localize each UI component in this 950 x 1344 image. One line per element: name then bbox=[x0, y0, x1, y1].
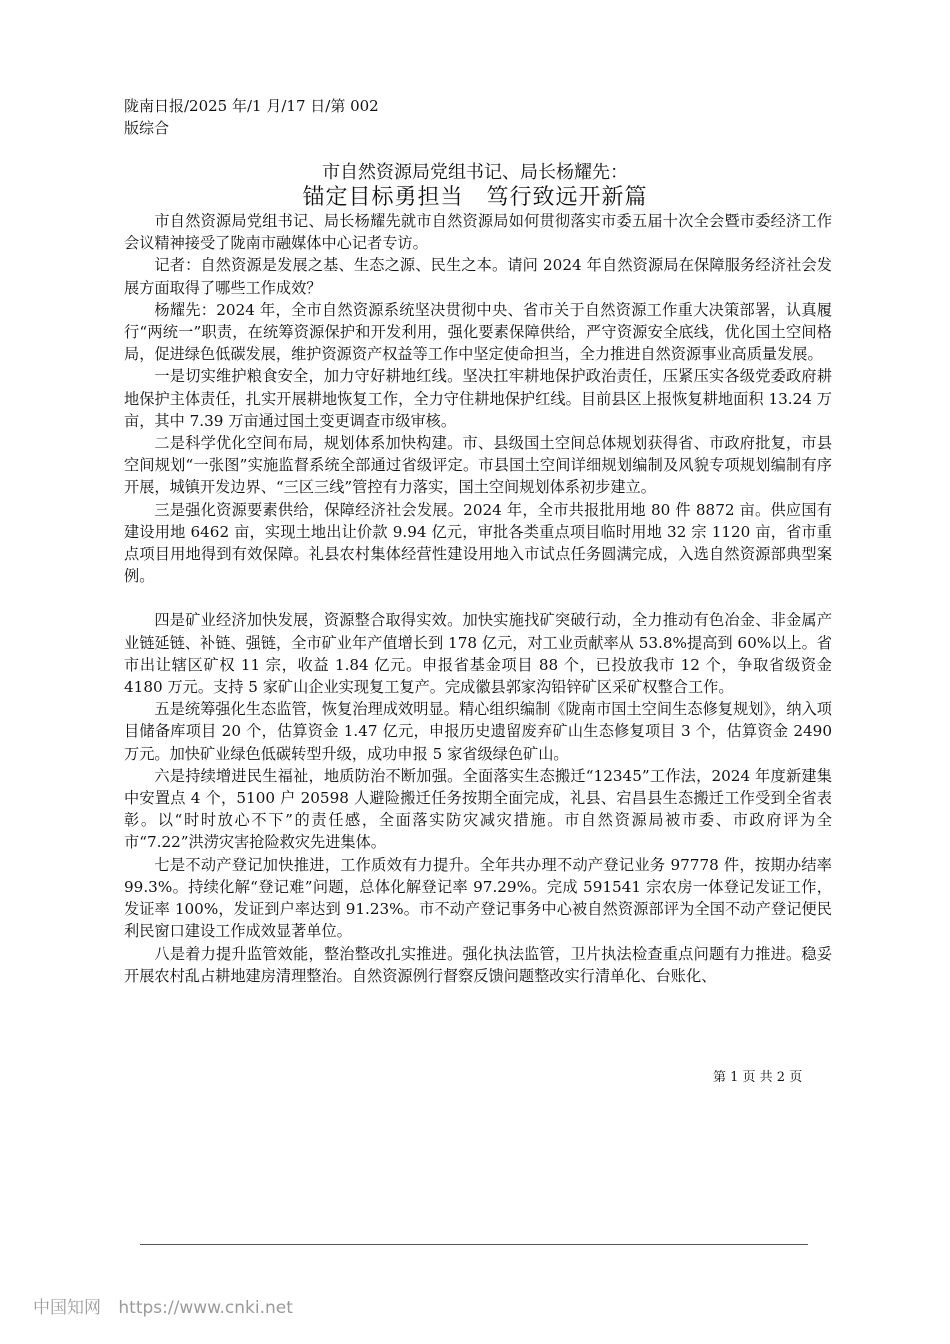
paragraph-point-1: 一是切实维护粮食安全，加力守好耕地红线。坚决扛牢耕地保护政治责任，压紧压实各级党委政府耕地保护主体责任，扎实开展耕地恢复工作，全力守住耕地保护红线。目前县区上报恢复耕地面积 13.24 万亩，其中 7.39 万亩通过国土变更调查市级审核。 bbox=[124, 367, 832, 430]
paragraph-answer: 杨耀先：2024 年，全市自然资源系统坚决贯彻中央、省市关于自然资源工作重大决策部署，认真履行“两统一”职责，在统筹资源保护和开发利用，强化要素保障供给，严守资源安全底线，优化国土空间格局，促进绿色低碳发展，维护资源资产权益等工作中坚定使命担当，全力推进自然资源事业高质量发展。 bbox=[124, 300, 832, 364]
watermark-brand: 中国知网 bbox=[33, 1298, 101, 1318]
paragraph-point-7: 七是不动产登记加快推进，工作质效有力提升。全年共办理不动产登记业务 97778 件，按期办结率 99.3%。持续化解“登记难”问题，总体化解登记率 97.29%。完成 591541 宗农房一体登记发证工作，发证率 100%，发证到户率达到 91.23%。市不动产登记事务中心被自然资源部评为全国不动产登记便民利民窗口建设工作成效显著单位。 bbox=[124, 855, 832, 941]
cnki-watermark bbox=[33, 1293, 293, 1318]
article-title: 锚定目标勇担当 笃行致远开新篇 bbox=[302, 185, 648, 210]
article-subtitle: 市自然资源局党组书记、局长杨耀先： bbox=[322, 162, 628, 183]
article-body bbox=[124, 210, 832, 987]
watermark-url: https://www.cnki.net bbox=[118, 1298, 293, 1318]
paragraph-point-3: 三是强化资源要素供给，保障经济社会发展。2024 年，全市共报批用地 80 件 8872 亩。供应国有建设用地 6462 亩，实现土地出让价款 9.94 亿元，审批各类重点项目临时用地 32 宗 1120 亩，省市重点项目用地得到有效保障。礼县农村集体经营性建设用地入市试点任务圆满完成，入选自然资源部典型案例。 bbox=[124, 500, 832, 586]
footer-divider bbox=[140, 1244, 808, 1245]
newspaper-source-line: 陇南日报/2025 年/1 月/17 日/第 002 版综合 bbox=[124, 97, 379, 137]
paragraph-point-2: 二是科学优化空间布局，规划体系加快构建。市、县级国土空间总体规划获得省、市政府批复，市县空间规划“一张图”实施监督系统全部通过省级评定。市县国土空间详细规划编制及风貌专项规划编制有序开展，城镇开发边界、“三区三线”管控有力落实，国土空间规划体系初步建立。 bbox=[124, 434, 832, 497]
paragraph-point-4: 四是矿业经济加快发展，资源整合取得实效。加快实施找矿突破行动，全力推动有色冶金、非金属产业链延链、补链、强链，全市矿业年产值增长到 178 亿元，对工业贡献率从 53.8%提高到 60%以上。省市出让辖区矿权 11 宗，收益 1.84 亿元。申报省基金项目 88 个，已投放我市 12 个，争取省级资金 4180 万元。支持 5 家矿山企业实现复工复产。完成徽县郭家沟铅锌矿区采矿权整合工作。 bbox=[124, 611, 832, 697]
page-number: 第 1 页 共 2 页 bbox=[713, 1070, 803, 1085]
paragraph-point-5: 五是统筹强化生态监管，恢复治理成效明显。精心组织编制《陇南市国土空间生态修复规划》，纳入项目储备库项目 20 个，估算资金 1.47 亿元，申报历史遗留废弃矿山生态修复项目 3 个，估算资金 2490 万元。加快矿业绿色低碳转型升级，成功申报 5 家省级绿色矿山。 bbox=[124, 700, 832, 763]
paragraph-question: 记者：自然资源是发展之基、生态之源、民生之本。请问 2024 年自然资源局在保障服务经济社会发展方面取得了哪些工作成效？ bbox=[124, 256, 832, 297]
paragraph-point-6: 六是持续增进民生福祉，地质防治不断加强。全面落实生态搬迁“12345”工作法，2024 年度新建集中安置点 4 个，5100 户 20598 人避险搬迁任务按期全面完成，礼县、宕昌县生态搬迁工作受到全省表彰。以“时时放心不下”的责任感，全面落实防灾减灾措施。市自然资源局被市委、市政府评为全市“7.22”洪涝灾害抢险救灾先进集体。 bbox=[124, 766, 832, 852]
paragraph-point-8: 八是着力提升监管效能，整治整改扎实推进。强化执法监管，卫片执法检查重点问题有力推进。稳妥开展农村乱占耕地建房清理整治。自然资源例行督察反馈问题整改实行清单化、台账化、 bbox=[124, 944, 832, 985]
paragraph-intro: 市自然资源局党组书记、局长杨耀先就市自然资源局如何贯彻落实市委五届十次全会暨市委经济工作会议精神接受了陇南市融媒体中心记者专访。 bbox=[124, 212, 832, 253]
